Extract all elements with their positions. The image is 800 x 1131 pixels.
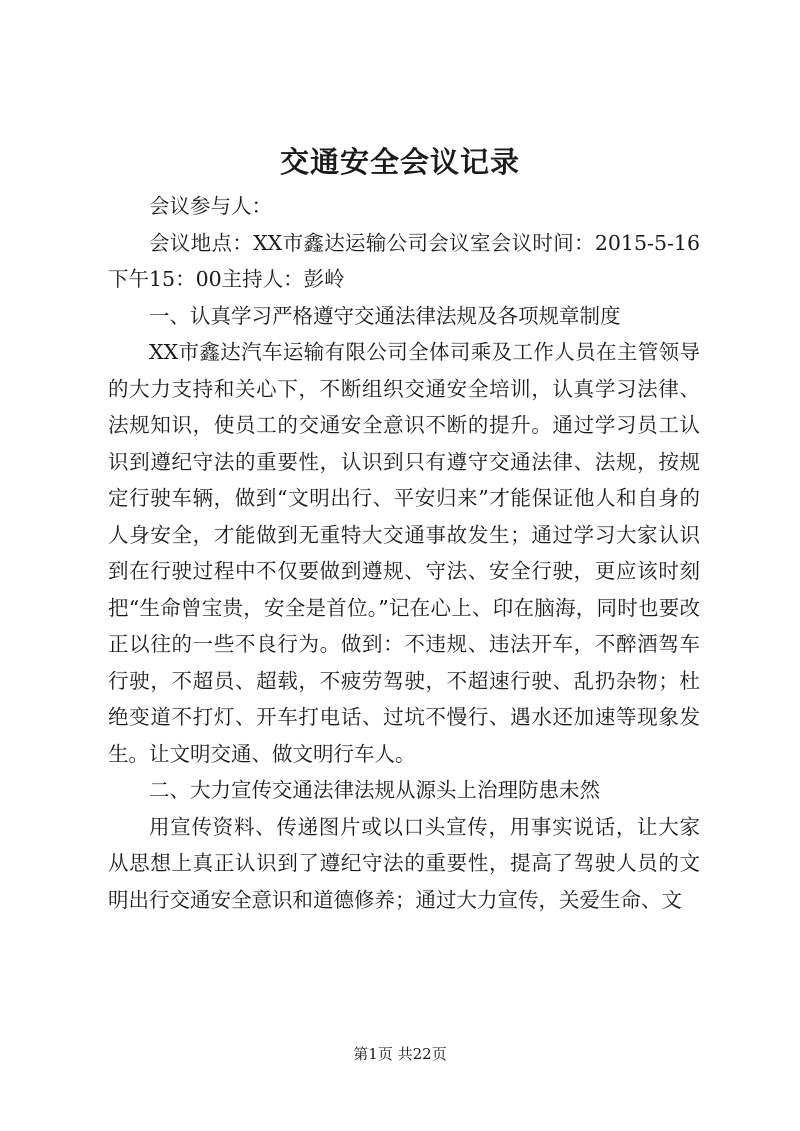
section-2-paragraph: 用宣传资料、传递图片或以口头宣传，用事实说话，让大家从思想上真正认识到了遵纪守法的重要性，提高了驾驶人员的文明出行交通安全意识和道德修养；通过大力宣传，关爱生命、文 — [108, 814, 700, 912]
section-heading-2: 二、大力宣传交通法律法规从源头上治理防患未然 — [149, 778, 600, 802]
document-body — [108, 188, 700, 918]
attendees-paragraph: 会议参与人： — [149, 194, 272, 218]
section-1-paragraph: XX市鑫达汽车运输有限公司全体司乘及工作人员在主管领导的大力支持和关心下，不断组织交通安全培训，认真学习法律、法规知识，使员工的交通安全意识不断的提升。通过学习员工认识到遵纪守法的重要性，认识到只有遵守交通法律、法规，按规定行驶车辆，做到“文明出行、平安归来”才能保证他人和自身的人身安全，才能做到无重特大交通事故发生；通过学习大家认识到在行驶过程中不仅要做到遵规、守法、安全行驶，更应该时刻把“生命曾宝贵，安全是首位。”记在心上、印在脑海，同时也要改正以往的一些不良行为。做到：不违规、违法开车，不醉酒驾车行驶，不超员、超载，不疲劳驾驶，不超速行驶、乱扔杂物；杜绝变道不打灯、开车打电话、过坑不慢行、遇水还加速等现象发生。让文明交通、做文明行车人。 — [108, 340, 700, 766]
page-title: 交通安全会议记录 — [279, 145, 520, 179]
page-footer: 第1页 共22页 — [353, 1045, 447, 1063]
meeting-info-paragraph: 会议地点：XX市鑫达运输公司会议室会议时间：2015-5-16下午15：00主持人：彭岭 — [108, 230, 700, 291]
section-heading-1: 一、认真学习严格遵守交通法律法规及各项规章制度 — [149, 303, 621, 328]
